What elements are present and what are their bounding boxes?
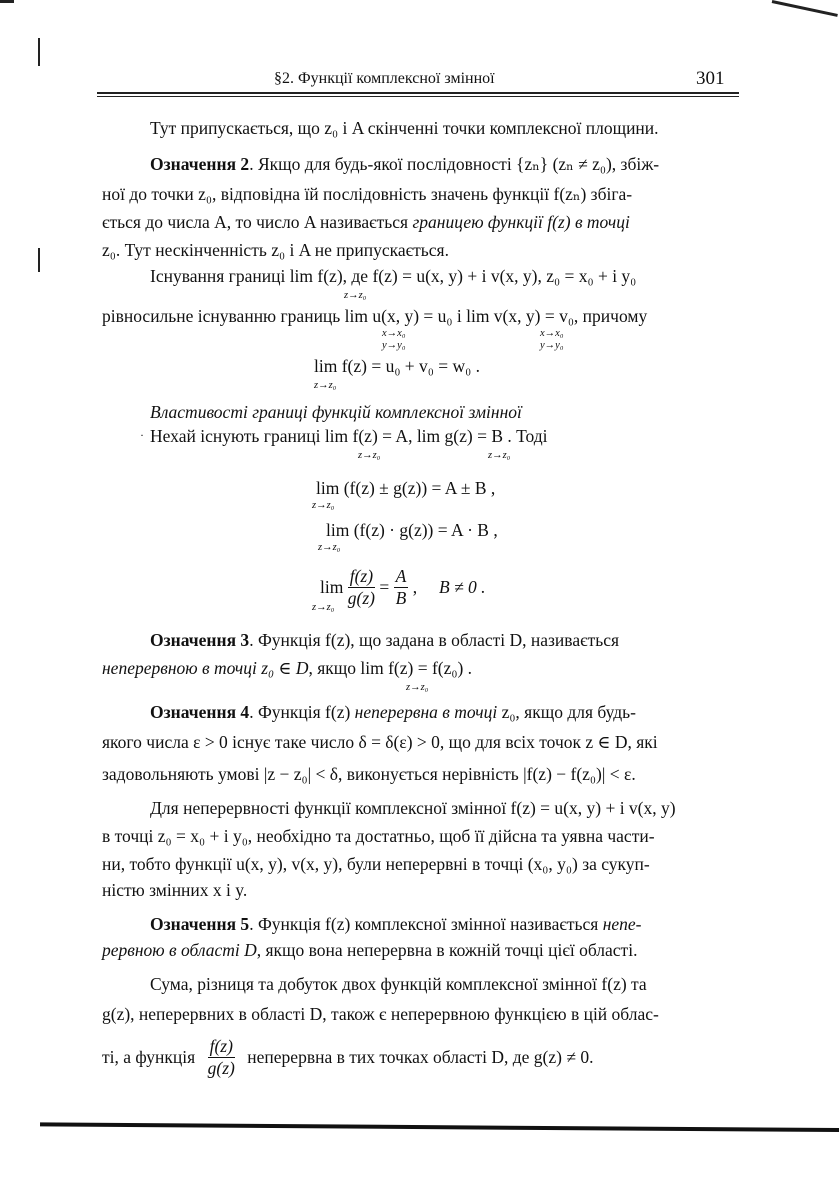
properties-heading: Властивості границі функцій комплексної змінної [150,402,522,422]
quotient-result-num: A [395,566,407,586]
definition-3-term: неперервною в точці z₀ ∈ D [102,658,309,678]
definition-5-line2 [102,940,637,961]
quotient-numerator: f(z) [349,566,374,586]
running-header: §2. Функції комплексної змінної [274,70,495,87]
quotient-lim: lim [320,577,344,597]
definition-4-line1 [150,702,636,723]
top-left-mark [0,0,14,3]
definition-2-line4: z₀. Тут нескінченність z₀ і A не припускається. [102,240,449,260]
sum-fraction-num: f(z) [209,1036,233,1056]
definition-4-line2: якого числа ε > 0 існує таке число δ = δ(ε) > 0, що для всіх точок z ∈ D, які [102,732,658,752]
bullet-dot: · [140,428,144,442]
sum-fraction-den: g(z) [207,1058,235,1078]
definition-3-sub: z→z₀ [406,682,429,693]
definition-5-label: Означення 5 [150,914,250,934]
quotient-fraction [348,566,375,609]
page-number: 301 [696,68,725,89]
definition-4-line3: задовольняють умові |z − z₀| < δ, виконується нерівність |f(z) − f(z₀)| < ε. [102,764,636,784]
top-right-mark [772,0,838,17]
definition-4-text-a: . Функція f(z) [249,702,355,722]
definition-3-line1 [150,630,619,651]
definition-5-tail: , якщо вона неперервна в кожній точці цієї області. [256,940,638,960]
existence-sub-y1: y→y₀ [382,340,406,351]
properties-intro-sub1: z→z₀ [358,450,381,461]
left-margin-mark [38,38,40,66]
definition-2-text: . Якщо для будь-якої послідовності {zₙ} (zₙ ≠ z₀), збіж- [249,154,660,174]
properties-intro: Нехай існують границі lim f(z) = A, lim g(z) = B . Тоді [150,426,548,446]
continuity-line2: в точці z₀ = x₀ + i y₀, необхідно та достатньо, щоб її дійсна та уявна части- [102,826,655,846]
definition-3-text: . Функція f(z), що задана в області D, називається [249,630,620,650]
bottom-scan-edge [40,1122,839,1132]
sum-line3-text: ті, а функція [102,1047,196,1067]
existence-line2: рівносильне існуванню границь lim u(x, y) = u₀ і lim v(x, y) = v₀, причому [102,306,648,326]
existence-formula-sub: z→z₀ [314,380,337,391]
definition-3-tail: , якщо lim f(z) = f(z₀) . [308,658,473,678]
continuity-line3: ни, тобто функції u(x, y), v(x, y), були неперервні в точці (x₀, y₀) за сукуп- [102,854,650,874]
definition-4-label: Означення 4 [150,702,250,722]
quotient-condition: B ≠ 0 . [439,577,486,597]
sum-line3-tail: неперервна в тих точках області D, де g(z) ≠ 0. [247,1047,594,1067]
definition-4-term: неперервна в точці [354,702,498,722]
definition-2-line3-text: ється до числа A, то число A називається [102,212,413,232]
continuity-line1: Для неперервності функції комплексної змінної f(z) = u(x, y) + i v(x, y) [150,798,676,818]
property-quotient: lim $\frac{f(z)}{g(z)}$ = $\frac{A}{B}$ , B ≠ 0 . [320,566,486,608]
existence-sub-x2: x→x₀ [540,328,564,339]
definition-2-line3 [102,212,630,233]
existence-formula: lim f(z) = u₀ + v₀ = w₀ . [314,356,481,376]
definition-2-line2: ної до точки z₀, відповідна їй послідовність значень функції f(zₙ) збіга- [102,184,633,204]
property-product-sub: z→z₀ [318,542,341,553]
continuity-line4: ністю змінних x і y. [102,880,248,900]
definition-3-line2 [102,658,472,679]
sum-fraction [208,1036,235,1079]
definition-5-term-b: рервною в області D [102,940,257,960]
quotient-result-den: B [395,588,407,608]
property-sum-formula: lim (f(z) ± g(z)) = A ± B , [316,478,496,498]
existence-sub-y2: y→y₀ [540,340,564,351]
header-rule [97,92,739,94]
left-margin-mark-2 [38,248,40,272]
existence-sub-x1: x→x₀ [382,328,406,339]
definition-3-label: Означення 3 [150,630,250,650]
properties-intro-sub2: z→z₀ [488,450,511,461]
property-product-formula: lim (f(z) · g(z)) = A · B , [326,520,498,540]
existence-line1: Існування границі lim f(z), де f(z) = u(x, y) + i v(x, y), z₀ = x₀ + i y₀ [150,266,637,286]
definition-2-label: Означення 2 [150,154,250,174]
sum-line2: g(z), неперервних в області D, також є неперервною функцією в цій облас- [102,1004,659,1024]
definition-5-line1 [150,914,641,935]
definition-2-term: границею функції f(z) в точці [412,212,630,232]
definition-2-line1 [150,154,659,175]
property-quotient-sub: z→z₀ [312,602,335,613]
quotient-denominator: g(z) [347,588,375,608]
property-sum-sub: z→z₀ [312,500,335,511]
definition-5-term-a: непе- [602,914,642,934]
definition-4-text-c: z₀, якщо для будь- [497,702,636,722]
existence-line1-sub: z→z₀ [344,290,367,301]
definition-5-text: . Функція f(z) комплексної змінної називається [249,914,603,934]
quotient-result [394,566,409,609]
sum-line1: Сума, різниця та добуток двох функцій комплексної змінної f(z) та [150,974,647,994]
intro-paragraph: Тут припускається, що z₀ і A скінченні точки комплексної площини. [150,118,659,138]
header-rule-2 [97,96,739,97]
sum-line3 [102,1036,593,1079]
